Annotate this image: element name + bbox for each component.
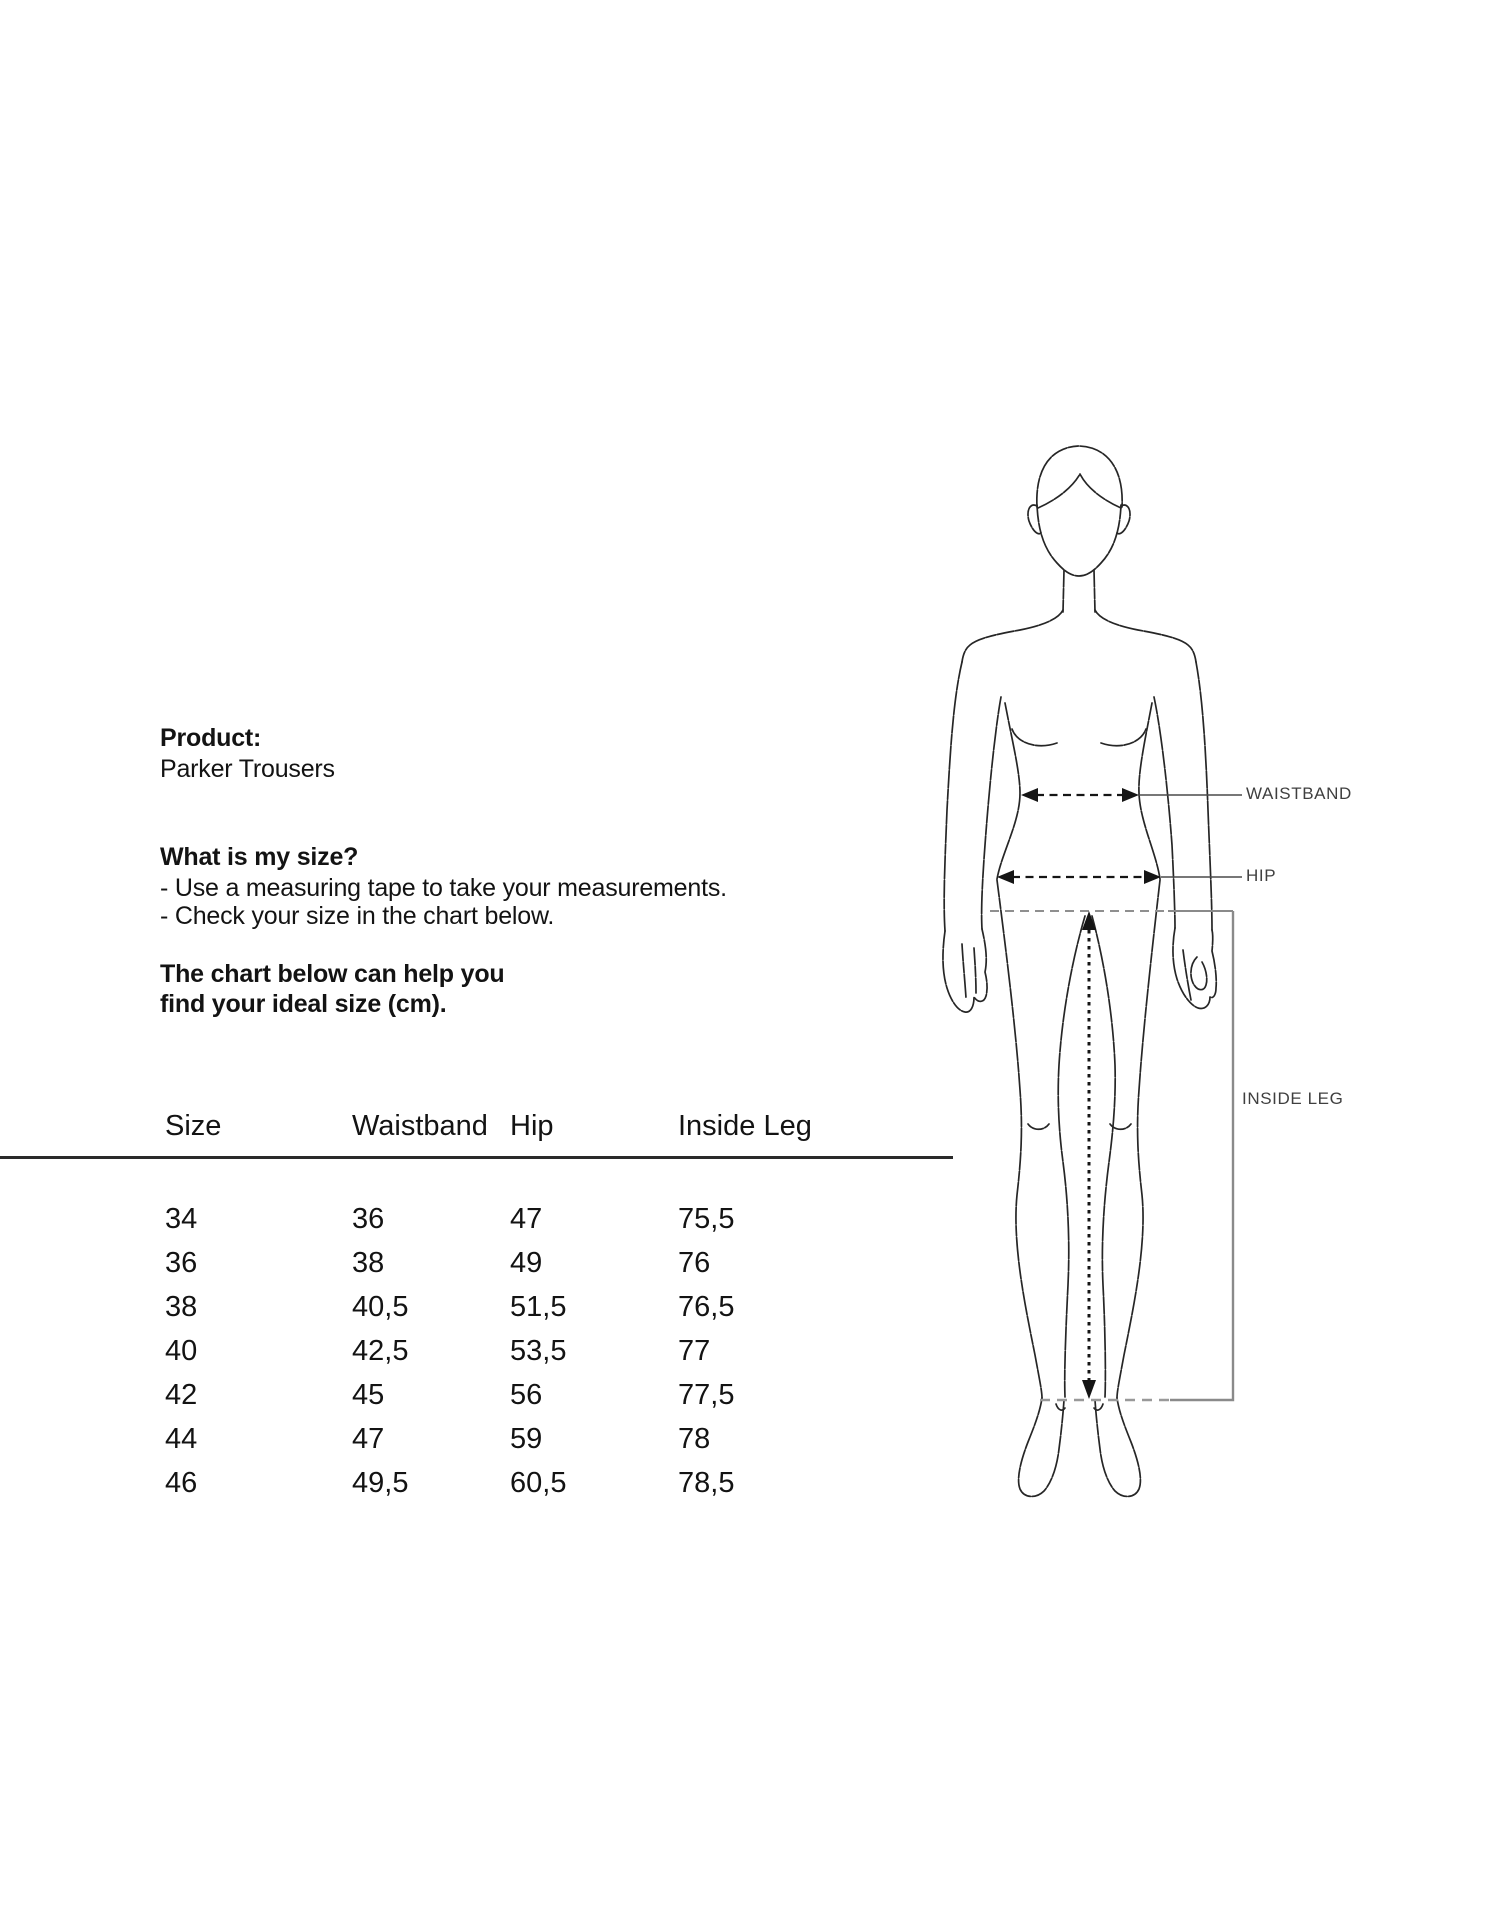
table-row [0, 1203, 1000, 1239]
inside-leg-label: INSIDE LEG [1242, 1089, 1344, 1108]
size-help-heading: What is my size? [160, 843, 359, 871]
cell-size: 42 [165, 1379, 198, 1411]
cell-inside-leg: 77,5 [678, 1379, 735, 1411]
cell-waistband: 40,5 [352, 1291, 409, 1323]
table-row [0, 1335, 1000, 1371]
cell-inside-leg: 78,5 [678, 1467, 735, 1499]
hip-label: HIP [1246, 866, 1277, 885]
cell-size: 40 [165, 1335, 198, 1367]
cell-waistband: 36 [352, 1203, 385, 1235]
waistband-label: WAISTBAND [1246, 784, 1352, 803]
cell-hip: 49 [510, 1247, 543, 1279]
cell-size: 46 [165, 1467, 198, 1499]
instruction-line-1: - Use a measuring tape to take your measurements. [160, 874, 727, 902]
waistband-arrow [1021, 788, 1242, 802]
cell-hip: 51,5 [510, 1291, 567, 1323]
cell-inside-leg: 76 [678, 1247, 711, 1279]
cell-size: 34 [165, 1203, 198, 1235]
instruction-line-2: - Check your size in the chart below. [160, 902, 555, 930]
table-header-rule [0, 1156, 953, 1159]
table-row [0, 1379, 1000, 1415]
cell-waistband: 49,5 [352, 1467, 409, 1499]
cell-hip: 47 [510, 1203, 543, 1235]
table-row [0, 1467, 1000, 1503]
body-measurement-diagram [900, 430, 1400, 1520]
cell-waistband: 42,5 [352, 1335, 409, 1367]
cell-hip: 60,5 [510, 1467, 567, 1499]
cell-hip: 53,5 [510, 1335, 567, 1367]
cell-inside-leg: 76,5 [678, 1291, 735, 1323]
table-row [0, 1291, 1000, 1327]
cell-waistband: 45 [352, 1379, 385, 1411]
inside-leg-arrow [1082, 911, 1096, 1399]
chart-note-line-2: find your ideal size (cm). [160, 990, 447, 1018]
header-waistband: Waistband [352, 1110, 488, 1142]
header-hip: Hip [510, 1110, 554, 1142]
chart-note-line-1: The chart below can help you [160, 960, 505, 988]
cell-inside-leg: 75,5 [678, 1203, 735, 1235]
table-row [0, 1423, 1000, 1459]
cell-size: 44 [165, 1423, 198, 1455]
cell-size: 36 [165, 1247, 198, 1279]
cell-inside-leg: 77 [678, 1335, 711, 1367]
header-inside-leg: Inside Leg [678, 1110, 812, 1142]
header-size: Size [165, 1110, 222, 1142]
cell-waistband: 38 [352, 1247, 385, 1279]
figure-illustration [943, 446, 1216, 1496]
table-row [0, 1247, 1000, 1283]
cell-inside-leg: 78 [678, 1423, 711, 1455]
inside-leg-guides [990, 911, 1233, 1400]
product-name: Parker Trousers [160, 755, 335, 783]
cell-waistband: 47 [352, 1423, 385, 1455]
product-label: Product: [160, 724, 262, 752]
cell-hip: 59 [510, 1423, 543, 1455]
size-table-header [0, 1110, 1000, 1146]
cell-size: 38 [165, 1291, 198, 1323]
cell-hip: 56 [510, 1379, 543, 1411]
hip-arrow [997, 870, 1242, 884]
